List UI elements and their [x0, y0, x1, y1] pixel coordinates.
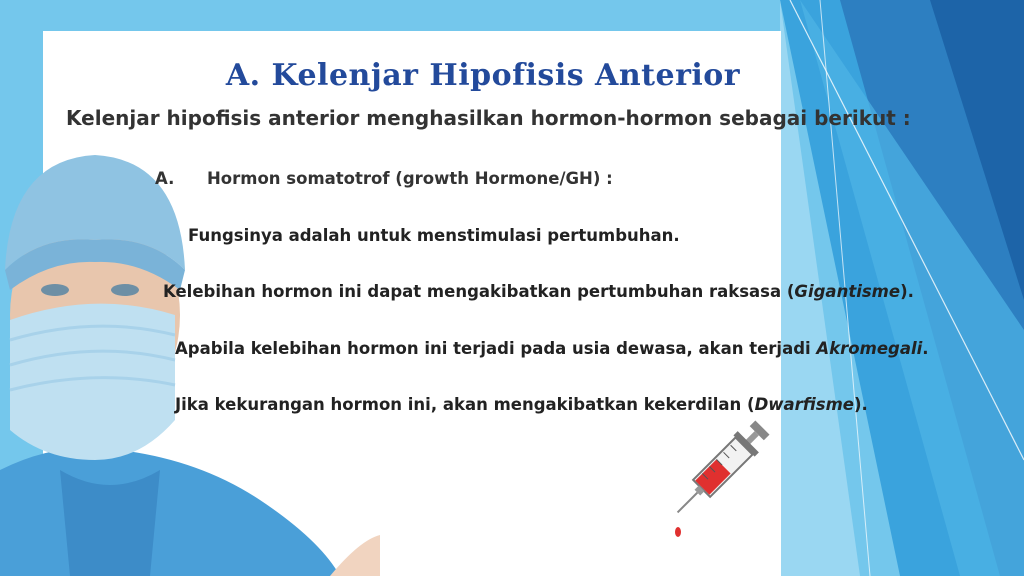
list-item-a: [155, 169, 613, 188]
term-gigantism: Gigantisme: [794, 282, 901, 301]
line-function: Fungsinya adalah untuk menstimulasi pertumbuhan.: [188, 226, 680, 245]
line-text: Jika kekurangan hormon ini, akan mengakibatkan kekerdilan (: [175, 395, 755, 414]
list-number: A.: [155, 169, 175, 188]
line-text-end: .: [922, 339, 929, 358]
line-acromegaly: [175, 339, 929, 358]
list-item-text: Hormon somatotrof (growth Hormone/GH) :: [207, 169, 613, 188]
line-dwarfism: [175, 395, 868, 414]
line-text-end: ).: [900, 282, 914, 301]
line-gigantism: [163, 282, 914, 301]
intro-text: Kelenjar hipofisis anterior menghasilkan hormon-hormon sebagai berikut :: [66, 106, 911, 130]
line-text-end: ).: [854, 395, 868, 414]
line-text: Kelebihan hormon ini dapat mengakibatkan pertumbuhan raksasa (: [163, 282, 795, 301]
line-text: Apabila kelebihan hormon ini terjadi pada usia dewasa, akan terjadi: [175, 339, 817, 358]
slide-title: A. Kelenjar Hipofisis Anterior: [225, 58, 741, 93]
doctor-illustration: [0, 140, 380, 576]
term-acromegaly: Akromegali: [816, 339, 923, 358]
term-dwarfism: Dwarfisme: [754, 395, 854, 414]
syringe-icon: [660, 410, 780, 540]
